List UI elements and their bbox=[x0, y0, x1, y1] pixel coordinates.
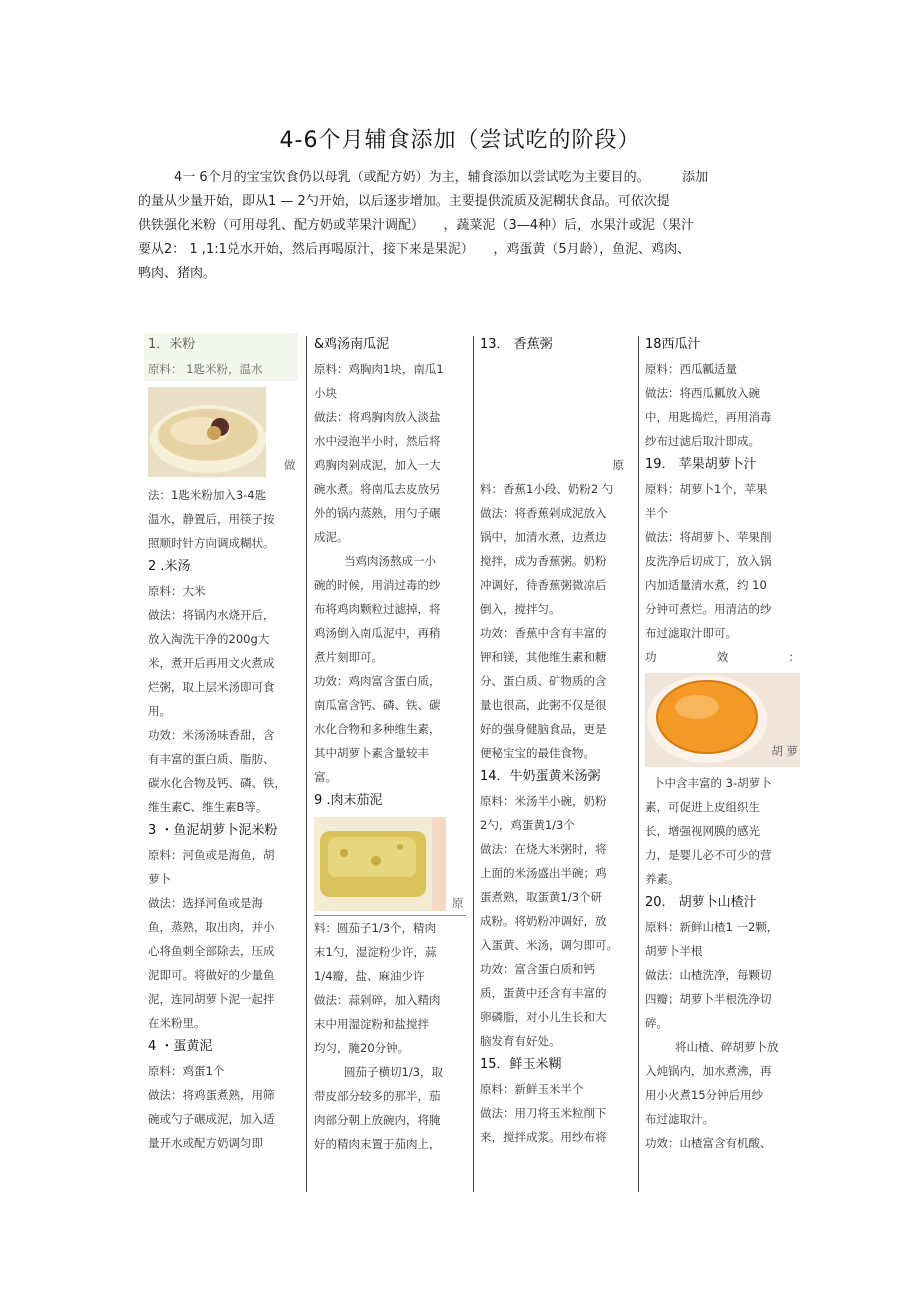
recipe-text: 半个 bbox=[645, 506, 668, 520]
recipe-text: 做法：将鸡蛋煮熟，用筛 bbox=[148, 1088, 275, 1102]
recipe-text: 圆茄子横切1/3，取 bbox=[344, 1065, 444, 1079]
recipe-text: 锅中，加清水煮，边煮边 bbox=[480, 530, 607, 544]
recipe-column-2 bbox=[314, 333, 466, 1156]
recipe-text: 冲调好，待香蕉粥微凉后 bbox=[480, 578, 607, 592]
recipe-text: 法：1匙米粉加入3-4匙 bbox=[148, 488, 267, 502]
recipe-effect-label bbox=[645, 645, 800, 669]
recipe-text: 原料：新鲜玉米半个 bbox=[480, 1082, 584, 1096]
intro-line: 4一 6个月的宝宝饮食仍以母乳（或配方奶）为主，辅食添加以尝试吃为主要目的。 添加 bbox=[174, 170, 709, 185]
recipe-text: 来，搅拌成浆。用纱布将 bbox=[480, 1130, 607, 1144]
recipe-text: 成泥。 bbox=[314, 530, 349, 544]
recipe-text: 在米粉里。 bbox=[148, 1016, 206, 1030]
recipe-text: 小块 bbox=[314, 386, 337, 400]
recipe-text: 脑发育有好处。 bbox=[480, 1034, 561, 1048]
recipe-title: 3 ・鱼泥胡萝卜泥米粉 bbox=[148, 823, 278, 838]
recipe-text: 上面的米汤盛出半碗；鸡 bbox=[480, 866, 607, 880]
recipe-text: 原料：河鱼或是海鱼，胡 bbox=[148, 848, 275, 862]
recipe-text: 功效：米汤汤味香甜，含 bbox=[148, 728, 275, 742]
recipe-text: 力，是婴儿必不可少的营 bbox=[645, 848, 772, 862]
recipe-text: 布过滤取汁即可。 bbox=[645, 626, 737, 640]
recipe-text: 做法：将香蕉剁成泥放入 bbox=[480, 506, 607, 520]
recipe-text: 南瓜富含钙、磷、铁、碳 bbox=[314, 698, 441, 712]
carrot-juice-photo bbox=[645, 673, 800, 767]
recipe-title: 15．鲜玉米糊 bbox=[480, 1057, 562, 1072]
recipe-text: 布过滤取汁。 bbox=[645, 1112, 714, 1126]
recipe-text: 放入淘洗干净的200g大 bbox=[148, 632, 270, 646]
recipe-title: &鸡汤南瓜泥 bbox=[314, 337, 390, 352]
recipe-title: 19． 苹果胡萝卜汁 bbox=[645, 457, 757, 472]
recipe-text: 做法：蒜剁碎，加入精肉 bbox=[314, 993, 441, 1007]
banana-photo-space bbox=[480, 357, 630, 453]
recipe-text: 鱼，蒸熟，取出肉，并小 bbox=[148, 920, 275, 934]
recipe-text: 原料：西瓜瓤适量 bbox=[645, 362, 737, 376]
recipe-column-4 bbox=[645, 333, 800, 1155]
recipe-text: 有丰富的蛋白质、脂肪、 bbox=[148, 752, 275, 766]
recipe-text: 米，煮开后再用文火煮成 bbox=[148, 656, 275, 670]
recipe-text: 原料：鸡胸肉1块，南瓜1 bbox=[314, 362, 444, 376]
recipe-text: 碳水化合物及钙、磷、铁， bbox=[148, 776, 286, 790]
recipe-text: 养素。 bbox=[645, 872, 680, 886]
line-fragment: 做 bbox=[284, 458, 296, 472]
recipe-text: 功效：富含蛋白质和钙 bbox=[480, 962, 595, 976]
recipe-text: 水化合物和多种维生素， bbox=[314, 722, 441, 736]
eggplant-photo-edge bbox=[432, 817, 446, 911]
recipe-text: 做法：将西瓜瓤放入碗 bbox=[645, 386, 760, 400]
recipe-text: 好的精肉末置于茄肉上， bbox=[314, 1137, 441, 1151]
recipe-text: 料：香蕉1小段、奶粉2 勺 bbox=[480, 482, 614, 496]
recipe-text: 碗或勺子碾成泥，加入适 bbox=[148, 1112, 275, 1126]
recipe-text: 末1勺，湿淀粉少许，蒜 bbox=[314, 945, 437, 959]
recipe-title: 1．米粉 bbox=[148, 337, 196, 352]
recipe-column-1 bbox=[148, 333, 298, 1155]
recipe-text: 末中用湿淀粉和盐搅拌 bbox=[314, 1017, 429, 1031]
rice-cereal-illustration bbox=[148, 387, 266, 477]
recipe-title: 2 .米汤 bbox=[148, 559, 191, 574]
recipe-text: 卵磷脂，对小儿生长和大 bbox=[480, 1010, 607, 1024]
recipe-text: 当鸡肉汤熬成一小 bbox=[344, 554, 436, 568]
recipe-column-3 bbox=[480, 333, 630, 1149]
recipe-text: 素，可促进上皮组织生 bbox=[645, 800, 760, 814]
label-char: 功 bbox=[645, 650, 657, 664]
recipe-text: 布将鸡肉颗粒过滤掉，将 bbox=[314, 602, 441, 616]
recipe-text: 用小火煮15分钟后用纱 bbox=[645, 1088, 764, 1102]
recipe-text: 搅拌，成为香蕉粥。奶粉 bbox=[480, 554, 607, 568]
intro-line: 要从2： 1 ,1:1兑水开始，然后再喝原汁，接下来是果泥） ，鸡蛋黄（5月龄），鱼泥、鸡肉、 bbox=[138, 242, 691, 257]
recipe-text: 带皮部分较多的那半，茄 bbox=[314, 1089, 441, 1103]
recipe-text: 入炖锅内，加水煮沸，再 bbox=[645, 1064, 772, 1078]
column-divider bbox=[306, 336, 307, 1192]
recipe-text: 分、蛋白质、矿物质的含 bbox=[480, 674, 607, 688]
recipe-text: 功效：香蕉中含有丰富的 bbox=[480, 626, 607, 640]
line-fragment: 原 bbox=[452, 896, 464, 910]
recipe-text: 胡萝卜半根 bbox=[645, 944, 703, 958]
recipe-text: 泥即可。将做好的少量鱼 bbox=[148, 968, 275, 982]
recipe-text: 鸡汤倒入南瓜泥中，再稍 bbox=[314, 626, 441, 640]
recipe-title: 9 .肉末茄泥 bbox=[314, 793, 383, 808]
recipe-text: 功效：山楂富含有机酸、 bbox=[645, 1136, 772, 1150]
recipe-text: 水中浸泡半小时，然后将 bbox=[314, 434, 441, 448]
recipe-text: 温水，静置后，用筷子按 bbox=[148, 512, 275, 526]
recipe-text: 鸡胸肉剁成泥，加入一大 bbox=[314, 458, 441, 472]
recipe-ingredients: 原料： 1匙米粉，温水 bbox=[148, 362, 263, 376]
recipe-text: 钾和镁，其他维生素和糖 bbox=[480, 650, 607, 664]
recipe-text: 四瓣；胡萝卜半根洗净切 bbox=[645, 992, 772, 1006]
recipe-text: 量也很高，此粥不仅是很 bbox=[480, 698, 607, 712]
recipe-text: 做法：将锅内水烧开后， bbox=[148, 608, 275, 622]
eggplant-photo-row bbox=[314, 813, 466, 916]
recipe-text: 入蛋黄、米汤，调匀即可。 bbox=[480, 938, 618, 952]
recipe-text: 1/4瓣，盐、麻油少许 bbox=[314, 969, 425, 983]
recipe-text: 原料：鸡蛋1个 bbox=[148, 1064, 225, 1078]
recipe-text: 蛋煮熟，取蛋黄1/3个研 bbox=[480, 890, 603, 904]
recipe-text: 料：圆茄子1/3个，精肉 bbox=[314, 921, 437, 935]
recipe-text: 用。 bbox=[148, 704, 171, 718]
rice-cereal-photo bbox=[148, 387, 266, 477]
recipe-text: 便秘宝宝的最佳食物。 bbox=[480, 746, 595, 760]
recipe-text: 萝卜 bbox=[148, 872, 171, 886]
eggplant-illustration bbox=[314, 817, 432, 911]
recipe-text: 分钟可煮烂。用清洁的纱 bbox=[645, 602, 772, 616]
recipe-text: 富。 bbox=[314, 770, 337, 784]
recipe-title: 4 ・蛋黄泥 bbox=[148, 1039, 213, 1054]
recipe-text: 做法：山楂洗净，每颗切 bbox=[645, 968, 772, 982]
recipe-text: 做法：在烧大米粥时，将 bbox=[480, 842, 607, 856]
column-divider bbox=[473, 336, 474, 1192]
recipe-text: 好的强身健脑食品，更是 bbox=[480, 722, 607, 736]
recipe-text: 做法：用刀将玉米粒削下 bbox=[480, 1106, 607, 1120]
recipe-text: 心将鱼刺全部除去，压成 bbox=[148, 944, 275, 958]
recipe-text: 质，蛋黄中还含有丰富的 bbox=[480, 986, 607, 1000]
recipe-text: 碗的时候，用消过毒的纱 bbox=[314, 578, 441, 592]
recipe-text: 碎。 bbox=[645, 1016, 668, 1030]
recipe-text: 原料：大米 bbox=[148, 584, 206, 598]
recipe-text: 烂粥，取上层米汤即可食 bbox=[148, 680, 275, 694]
rice-cereal-photo-row bbox=[148, 381, 298, 477]
intro-line: 的量从少量开始，即从1 — 2勺开始，以后逐步增加。主要提供流质及泥糊状食品。可依次提 bbox=[138, 194, 670, 209]
intro-paragraph bbox=[138, 166, 778, 286]
recipe-text: 纱布过滤后取汁即成。 bbox=[645, 434, 760, 448]
recipe-text: 成粉。将奶粉冲调好，放 bbox=[480, 914, 607, 928]
recipe-text: 将山楂、碎胡萝卜放 bbox=[675, 1040, 779, 1054]
recipe-text: 维生素C、维生素B等。 bbox=[148, 800, 268, 814]
recipe-text: 煮片刻即可。 bbox=[314, 650, 383, 664]
recipe-text: 做法：将鸡胸肉放入淡盐 bbox=[314, 410, 441, 424]
recipe-text: 原料：新鲜山楂1 一2颗， bbox=[645, 920, 779, 934]
recipe-text: 外的锅内蒸熟，用勺子碾 bbox=[314, 506, 441, 520]
recipe-1-header bbox=[144, 333, 298, 381]
recipe-text: 卜中含丰富的 3-胡萝卜 bbox=[653, 776, 772, 790]
recipe-title: 18西瓜汁 bbox=[645, 337, 701, 352]
recipe-text: 原料：胡萝卜1个，苹果 bbox=[645, 482, 768, 496]
recipe-text: 长，增强视网膜的感光 bbox=[645, 824, 760, 838]
line-fragment: 原 bbox=[612, 458, 624, 472]
recipe-text: 内加适量清水煮，约 10 bbox=[645, 578, 767, 592]
recipe-title: 13． 香蕉粥 bbox=[480, 337, 553, 352]
recipe-text: 肉部分朝上放碗内，将腌 bbox=[314, 1113, 441, 1127]
eggplant-photo bbox=[314, 817, 432, 911]
recipe-title: 20． 胡萝卜山楂汁 bbox=[645, 895, 757, 910]
photo-caption-fragment: 胡 萝 bbox=[771, 744, 798, 758]
recipe-text: 其中胡萝卜素含量较丰 bbox=[314, 746, 429, 760]
column-divider bbox=[638, 336, 639, 1192]
recipe-text: 功效：鸡肉富含蛋白质， bbox=[314, 674, 441, 688]
recipe-text: 原料：米汤半小碗，奶粉 bbox=[480, 794, 607, 808]
recipe-text: 照顺时针方向调成糊状。 bbox=[148, 536, 275, 550]
recipe-text: 倒入，搅拌匀。 bbox=[480, 602, 561, 616]
recipe-text: 碗水煮。将南瓜去皮放另 bbox=[314, 482, 441, 496]
label-char: ： bbox=[788, 650, 800, 664]
recipe-text: 均匀，腌20分钟。 bbox=[314, 1041, 410, 1055]
label-char: 效 bbox=[716, 650, 729, 664]
intro-line: 鸭肉、猪肉。 bbox=[138, 266, 217, 281]
intro-line: 供铁强化米粉（可用母乳、配方奶或苹果汁调配） ，蔬菜泥（3—4种）后，水果汁或泥（果汁 bbox=[138, 218, 695, 233]
recipe-text: 做法：将胡萝卜、苹果削 bbox=[645, 530, 772, 544]
recipe-title: 14．牛奶蛋黄米汤粥 bbox=[480, 769, 601, 784]
recipe-text: 量开水或配方奶调匀即 bbox=[148, 1136, 263, 1150]
recipe-text: 做法：选择河鱼或是海 bbox=[148, 896, 263, 910]
recipe-text: 皮洗净后切成丁，放入锅 bbox=[645, 554, 772, 568]
recipe-text: 中，用匙捣烂，再用消毒 bbox=[645, 410, 772, 424]
page-title: 4-6个月辅食添加（尝试吃的阶段） bbox=[279, 128, 641, 153]
recipe-text: 泥，连同胡萝卜泥一起拌 bbox=[148, 992, 275, 1006]
recipe-text: 2勺，鸡蛋黄1/3个 bbox=[480, 818, 575, 832]
